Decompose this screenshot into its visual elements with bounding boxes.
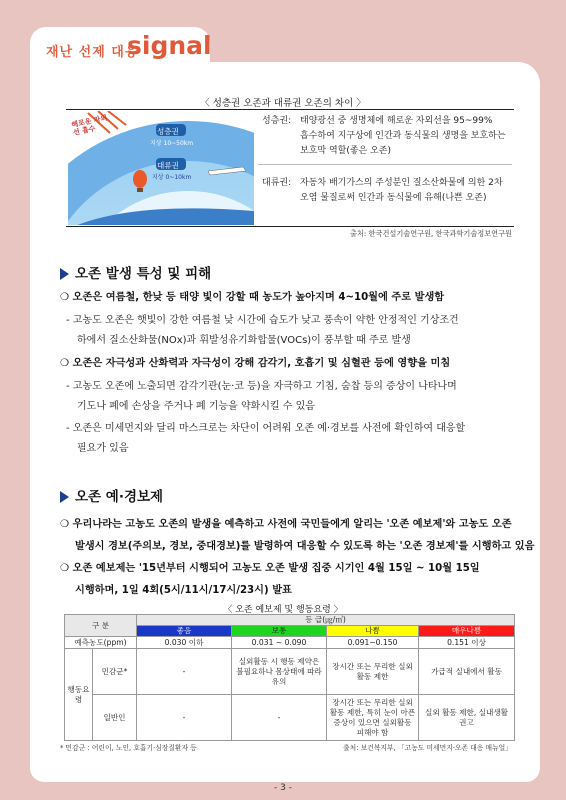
sensitive-bad: 장시간 또는 무리한 실외활동 제한 [327, 649, 419, 695]
s2-bullet-2a: ❍ 오존 예보제는 '15년부터 시행되어 고농도 오존 발생 집중 시기인 4월 15일 ~ 10월 15일 [60, 563, 480, 574]
balloon-icon [133, 170, 147, 188]
sensitive-good: - [137, 649, 232, 695]
s2-bullet-1b: 발생시 경보(주의보, 경보, 중대경보)를 발령하여 대응할 수 있도록 하는 '오존 경보제'를 시행하고 있음 [75, 541, 535, 552]
grade-good: 좋음 [137, 626, 232, 637]
general-good: - [137, 695, 232, 741]
table-title: 〈 오존 예보제 및 행동요령 〉 [223, 605, 343, 615]
strat-head: 성층권: [262, 116, 292, 126]
sensitive-very-bad: 가급적 실내에서 활동 [419, 649, 515, 695]
s2-bullet-1a: ❍ 우리나라는 고농도 오존의 발생을 예측하고 사전에 국민들에게 알리는 '오존 예보제'와 고농도 오존 [60, 519, 512, 530]
conc-normal: 0.031 ~ 0.090 [232, 637, 327, 649]
action-label: 행동요령 [65, 649, 93, 741]
grade-very-bad: 매우나쁨 [419, 626, 515, 637]
section1-heading [60, 262, 211, 282]
section-marker-icon [60, 491, 69, 503]
page-number: - 3 - [274, 783, 292, 793]
conc-good: 0.030 이하 [137, 637, 232, 649]
s1-bullet-1: ❍ 오존은 여름철, 한낮 등 태양 빛이 강할 때 농도가 높아지며 4~10월에 주로 발생함 [60, 292, 445, 303]
s1-detail-3b: 필요가 있음 [77, 443, 129, 454]
figure-top-rule [66, 109, 514, 110]
ozone-forecast-table [64, 614, 515, 741]
header-small-title: 재난 선제 대응 [46, 45, 139, 60]
figure-title: 〈 성층권 오존과 대류권 오존의 차이 〉 [200, 98, 366, 109]
s1-detail-2a: - 고농도 오존에 노출되면 감각기관(눈·코 등)을 자극하고 기침, 숨찹 등의 증상이 나타나며 [66, 381, 457, 392]
sensitive-normal: 실외활동 시 행동 제약은 불필요하나 몸상태에 따라 유의 [232, 649, 327, 695]
group-sensitive: 민감군* [93, 649, 137, 695]
figure-divider [258, 164, 512, 165]
table-footnote: * 민감군 : 어린이, 노인, 호흡기·심장질환자 등 [60, 744, 197, 752]
conc-bad: 0.091~0.150 [327, 637, 419, 649]
general-very-bad: 실외 활동 제한, 실내생활 권고 [419, 695, 515, 741]
s1-detail-1a: - 고농도 오존은 햇빛이 강한 여름철 낮 시간에 습도가 낮고 풍속이 약한 안정적인 기상조건 [66, 315, 459, 326]
trop-label: 대류권 [157, 161, 179, 170]
trop-line-2: 오염 물질로써 인간과 동식물에 유해(나쁜 오존) [300, 193, 487, 203]
s1-detail-3a: - 오존은 미세먼지와 달리 마스크로는 차단이 어려워 오존 예·경보를 사전에 확인하여 대응할 [66, 423, 466, 434]
grade-header: 등 급(㎍/㎥) [137, 615, 515, 626]
section-marker-icon [60, 268, 69, 280]
strat-label: 성층권 [157, 127, 179, 136]
uv-label: 해로운 자외선 흡수 [70, 113, 108, 137]
strat-range: 지상 10~50km [150, 140, 194, 147]
s1-detail-2b: 기도나 폐에 손상을 주거나 폐 기능을 약화시킬 수 있음 [77, 401, 315, 412]
strat-line-1: 태양광선 중 생명체에 해로운 자외선을 95~99% [300, 116, 493, 126]
s2-bullet-2b: 시행하며, 1일 4회(5시/11시/17시/23시) 발표 [75, 585, 292, 596]
s1-bullet-2: ❍ 오존은 자극성과 산화력과 자극성이 강해 감각기, 호흡기 및 심혈관 등에 영향을 미침 [60, 358, 451, 369]
s1-detail-1b: 하에서 질소산화물(NOx)과 휘발성유기화합물(VOCs)이 풍부할 때 주로 발생 [77, 335, 411, 346]
general-bad: 장시간 또는 무리한 실외활동 제한, 특히 눈이 아픈 증상이 있으면 실외활동 피해야 함 [327, 695, 419, 741]
trop-line-1: 자동차 배기가스의 주성분인 질소산화물에 의한 2차 [300, 178, 503, 188]
figure-source: 출처: 한국건설기술연구원, 한국과학기술정보연구원 [349, 229, 512, 238]
section2-heading [60, 485, 163, 505]
table-source: 출처: 보건복지부, 「고농도 미세먼지·오존 대응 매뉴얼」 [343, 744, 512, 752]
grade-normal: 보통 [232, 626, 327, 637]
section1-title: 오존 발생 특성 및 피해 [75, 266, 212, 282]
brand-logo: signal [127, 31, 212, 60]
general-normal: - [232, 695, 327, 741]
group-general: 일반인 [93, 695, 137, 741]
trop-head: 대류권: [262, 178, 292, 188]
strat-line-2: 흡수하여 지구상에 인간과 동식물의 생명을 보호하는 [300, 131, 506, 141]
col-group-header: 구 분 [65, 615, 137, 637]
strat-line-3: 보호막 역할(좋은 오존) [300, 146, 391, 156]
section2-title: 오존 예·경보제 [75, 489, 164, 505]
trop-range: 지상 0~10km [152, 174, 192, 181]
grade-bad: 나쁨 [327, 626, 419, 637]
conc-very-bad: 0.151 이상 [419, 637, 515, 649]
figure-bottom-rule [66, 226, 514, 227]
conc-label: 예측농도(ppm) [65, 637, 137, 649]
